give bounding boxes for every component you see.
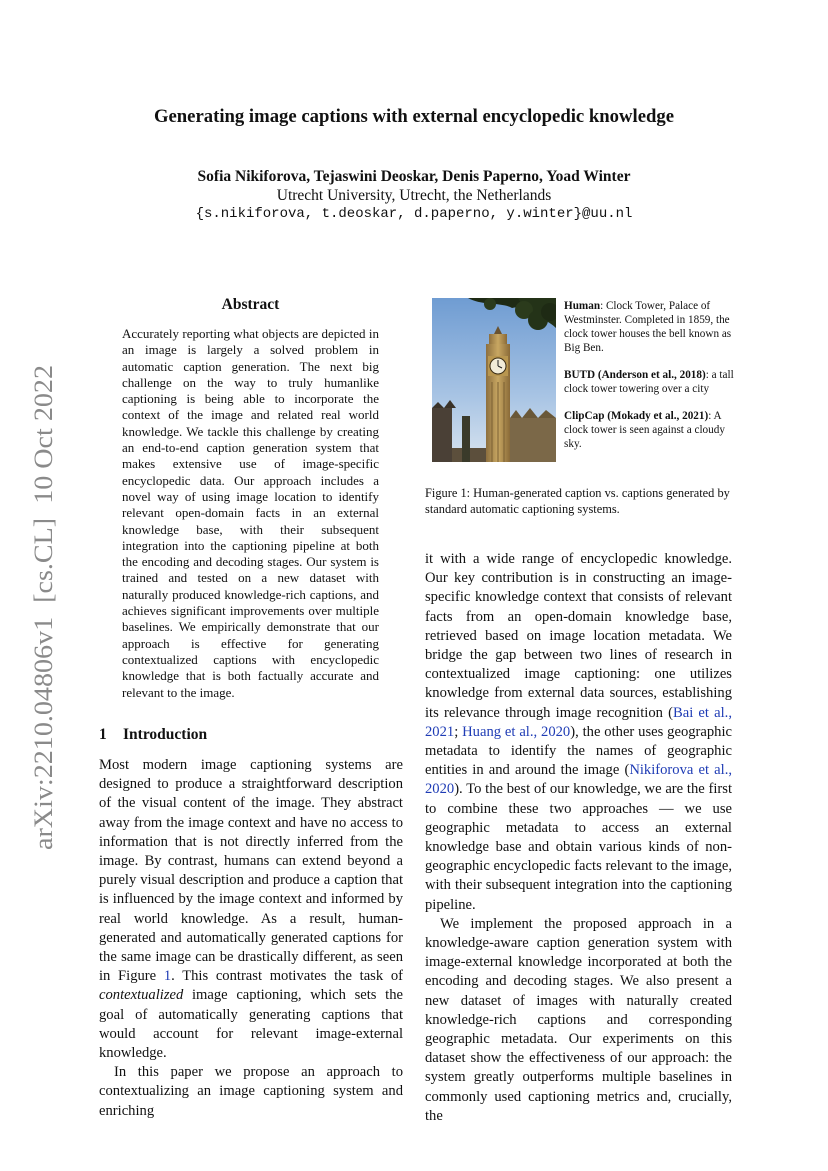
- abstract-text: Accurately reporting what objects are depicted in an image is largely a solved problem in automatic caption generation. The next big challenge on the way to truly humanlike captioning is being able to incorporate the context of the image and related real world knowledge. We tackle this challenge by creating an end-to-end caption generation system that makes extensive use of image-specific encyclopedic data. Our approach includes a novel way of using image location to identify relevant open-domain facts in an external knowledge base, with their subsequent integration into the captioning pipeline at both the encoding and decoding stages. Our system is trained and tested on a new dataset with naturally produced knowledge-rich captions, and achieves significant improvements over multiple baselines. We empirically demonstrate that our approach is effective for generating contextualized captions with encyclopedic knowledge that is both factually accurate and relevant to the image.: [122, 326, 379, 700]
- abstract-heading: Abstract: [221, 296, 280, 313]
- section-title: Introduction: [123, 726, 208, 743]
- caption-human: Human: Clock Tower, Palace of Westminster. Completed in 1859, the clock tower houses the bell known as Big Ben.: [564, 300, 732, 354]
- author-list: Sofia Nikiforova, Tejaswini Deoskar, Denis Paperno, Yoad Winter: [197, 168, 631, 185]
- caption-butd: BUTD (Anderson et al., 2018): a tall clock tower towering over a city: [564, 369, 734, 395]
- paragraph: it with a wide range of encyclopedic knowledge. Our key contribution is in constructing an image-specific knowledge context that consists of relevant facts from an open-domain knowledge base, retrieved based on image location metadata. We bridge the gap between two lines of research in contextualized image captioning: one utilizes knowledge from external data sources, establishing its relevance through image recognition (Bai et al., 2021; Huang et al., 2020), the other uses geographic metadata to identify the names of geographic entities in and around the image (Nikiforova et al., 2020). To the best of our knowledge, we are the first to combine these two approaches — we use geographic metadata to access an external knowledge base and obtain various kinds of non-geographic encyclopedic facts relevant to the image, with their subsequent integration into the captioning pipeline.: [425, 551, 733, 913]
- section-heading-introduction: [99, 726, 207, 744]
- figure-photo-big-ben: [432, 298, 556, 462]
- arxiv-identifier: [22, 365, 62, 850]
- affiliation: Utrecht University, Utrecht, the Netherlands: [276, 187, 552, 204]
- paragraph: In this paper we propose an approach to contextualizing an image captioning system and enriching: [99, 1064, 403, 1119]
- paragraph: We implement the proposed approach in a knowledge-aware caption generation system with image-external knowledge incorporated at both the encoding and decoding stages. We also present a new dataset of images with naturally created knowledge-rich captions and corresponding geographic metadata. Our experiments on this dataset show the effectiveness of our approach: the system greatly outperforms multiple baselines in commonly used captioning metrics and, crucially, the: [425, 915, 732, 1124]
- figure-reference-link[interactable]: 1: [163, 968, 172, 985]
- citation-link[interactable]: Bai et al., 2021: [425, 704, 732, 740]
- paragraph: Most modern image captioning systems are designed to produce a straightforward description of the visual content of the image. They abstract away from the image context and have no access to information that is not directly inferred from the image. By contrast, humans can extend beyond a purely visual description and produce a caption that is influenced by the image context and informed by real world knowledge. As a result, human-generated and automatically generated captions for the same image can be drastically different, as seen in Figure 1. This contrast motivates the task of contextualized image captioning, which sets the goal of automatically generating captions that would account for relevant image-external knowledge.: [99, 757, 403, 1062]
- citation-link[interactable]: Huang et al., 2020: [462, 723, 571, 740]
- caption-clipcap: ClipCap (Mokady et al., 2021): A clock tower is seen against a cloudy sky.: [564, 410, 725, 450]
- introduction-body: [99, 756, 403, 1121]
- section-number: 1: [99, 726, 107, 743]
- paper-title: Generating image captions with external encyclopedic knowledge: [153, 106, 675, 127]
- right-column-body: [425, 550, 732, 1126]
- author-emails: {s.nikiforova, t.deoskar, d.paperno, y.winter}@uu.nl: [195, 206, 633, 222]
- arxiv-id-text: arXiv:2210.04806v1 [cs.CL] 10 Oct 2022: [29, 400, 58, 850]
- figure-1-caption: Figure 1: Human-generated caption vs. captions generated by standard automatic captioning systems.: [425, 486, 730, 516]
- figure-caption-comparison: [564, 299, 736, 464]
- citation-link[interactable]: Nikiforova et al., 2020: [425, 762, 732, 798]
